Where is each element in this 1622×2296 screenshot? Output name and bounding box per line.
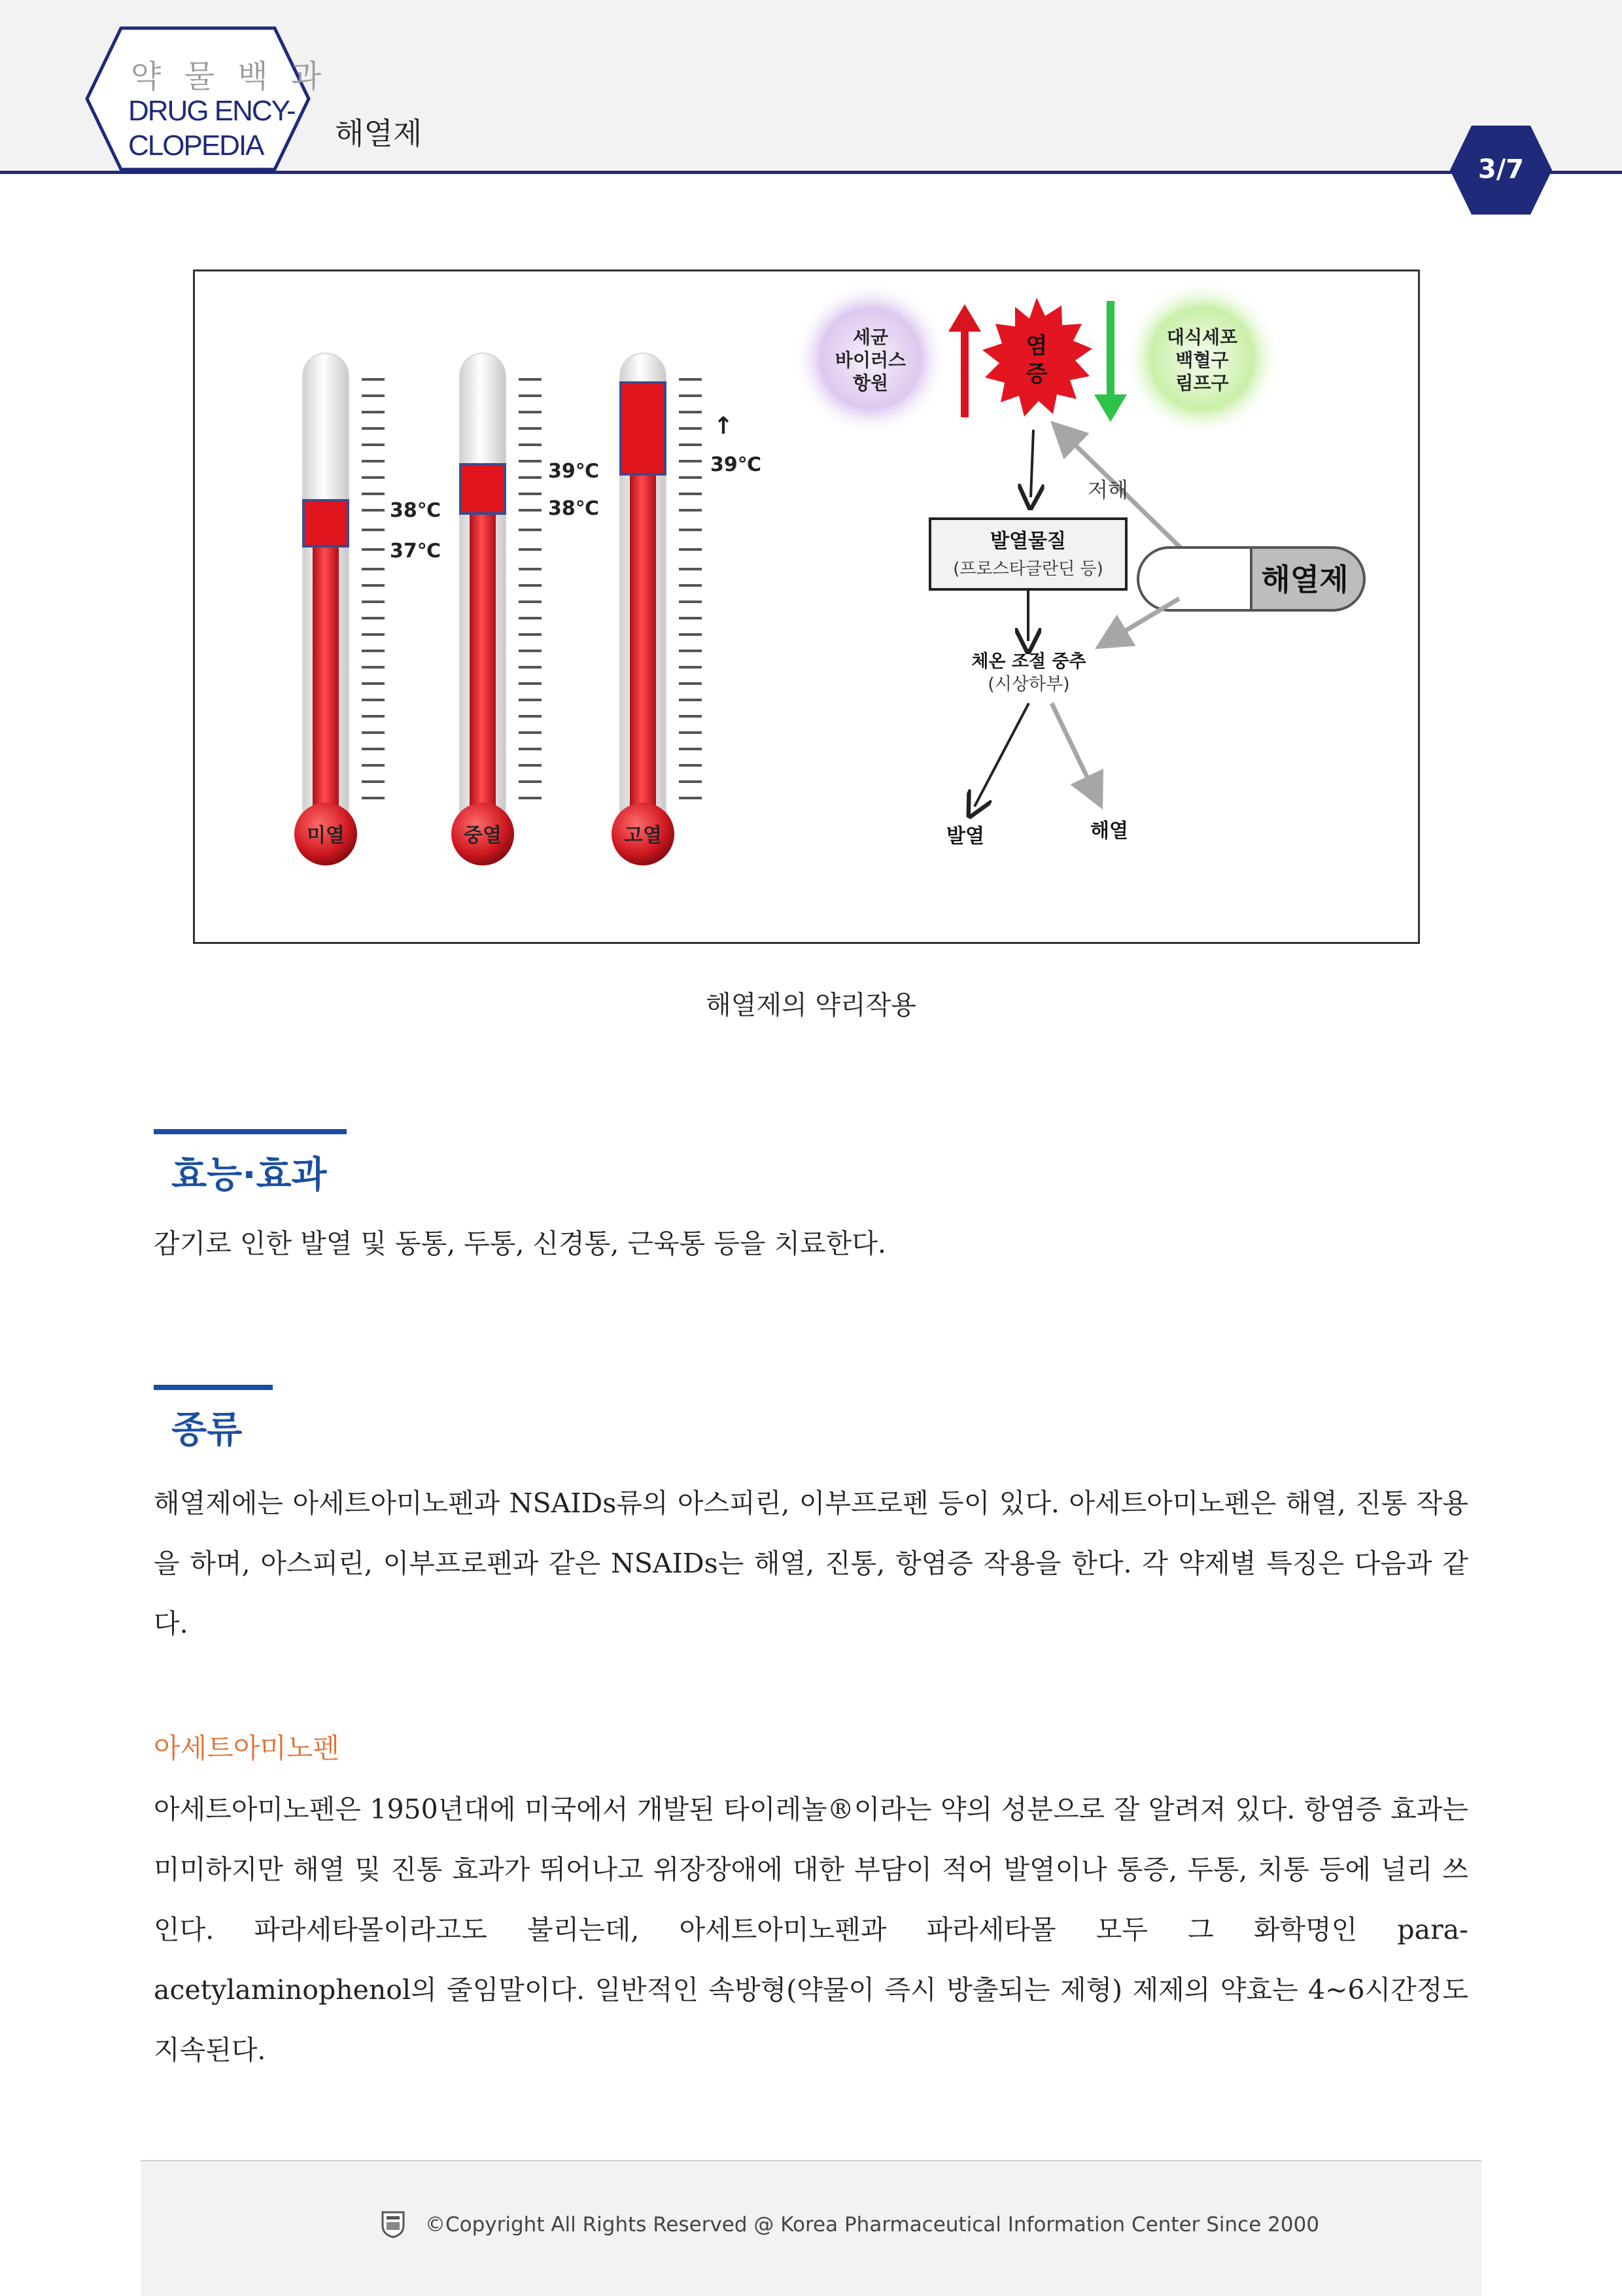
inhibit-label: 저해 — [1088, 478, 1128, 502]
fever-outcome: 발열 — [946, 825, 984, 848]
logo-english-line2: CLOPEDIA — [128, 130, 264, 162]
hypothalamus-label: (시상하부) — [988, 674, 1070, 695]
decrease-arrow — [1094, 301, 1127, 422]
acetaminophen-heading: 아세트아미노펜 — [154, 1732, 340, 1764]
thermometer-mark: ↑ — [713, 413, 734, 440]
immune-cell-bubble — [1124, 280, 1281, 437]
inflammation-burst — [982, 298, 1092, 417]
immune-cell-label: 백혈구 — [1175, 349, 1229, 371]
scale-ticks — [362, 379, 385, 798]
shield-icon — [381, 2210, 406, 2238]
inflammation-label: 염 — [1026, 333, 1048, 359]
acetaminophen-text: 아세트아미노펜은 1950년대에 미국에서 개발된 타이레놀®이라는 약의 성분으로 잘 알려져 있다. 항염증 효과는 미미하지만 해열 및 진통 효과가 뛰어나고 위장장애에 대한 부담이 적어 발열이나 통증, 두통, 치통 등에 널리 쓰인다. 파라세타몰이라고도 불리는데, 아세트아미노펜과 파라세타몰 모두 그 화학명인 para-acetylaminophenol의 줄임말이다. 일반적인 속방형(약물이 즉시 방출되는 제형) 제제의 약효는 4~6시간정도 지속된다. — [154, 1794, 1468, 2066]
thermometer-mark: 39℃ — [710, 453, 762, 476]
antipyretic-arrow — [1052, 703, 1099, 801]
fever-arrow — [975, 703, 1029, 807]
page-number: 3/7 — [1477, 154, 1525, 184]
figure-diagram — [195, 271, 1418, 942]
pyrogen-subtitle: (프로스타글란딘 등) — [953, 559, 1103, 579]
pathogen-label: 항원 — [852, 372, 889, 394]
thermometer-mark: 39℃ — [548, 460, 600, 483]
pyrogen-title: 발열물질 — [990, 530, 1066, 553]
scale-ticks — [679, 379, 702, 798]
types-heading: 종류 — [171, 1409, 243, 1452]
logo-english-line1: DRUG ENCY- — [128, 95, 295, 127]
pathogen-label: 바이러스 — [835, 349, 906, 371]
scale-ticks — [519, 379, 542, 798]
drug-action-arrow — [1103, 599, 1179, 644]
section-rule — [154, 1129, 347, 1134]
logo-korean-text: 약 물 백 과 — [131, 58, 328, 95]
increase-arrow — [948, 304, 981, 417]
thermometer-moderate-fever — [451, 353, 599, 865]
drug-label: 해열제 — [1261, 562, 1349, 597]
thermometer-mark: 38℃ — [390, 499, 441, 522]
thermometer-mark: 38℃ — [548, 497, 600, 520]
inflammation-label: 증 — [1026, 361, 1048, 387]
thermometer-label: 미열 — [307, 824, 345, 847]
figure-caption: 해열제의 약리작용 — [706, 990, 916, 1020]
immune-cell-label: 대식세포 — [1166, 326, 1238, 348]
antipyretic-outcome: 해열 — [1090, 820, 1128, 843]
flow-arrow — [1031, 430, 1033, 497]
types-text: 해열제에는 아세트아미노펜과 NSAIDs류의 아스피린, 이부프로펜 등이 있다. 아세트아미노펜은 해열, 진통 작용을 하며, 아스피린, 이부프로펜과 같은 NSAIDs는 해열, 진통, 항염증 작용을 한다. 각 약제별 특징은 다음과 같다. — [154, 1487, 1468, 1639]
pathogen-bubble — [793, 281, 948, 436]
immune-cell-label: 림프구 — [1175, 372, 1229, 394]
document-title: 해열제 — [335, 116, 423, 151]
thermometer-label: 중열 — [464, 824, 502, 847]
efficacy-text: 감기로 인한 발열 및 동통, 두통, 신경통, 근육통 등을 치료한다. — [154, 1228, 886, 1259]
thermometer-mark: 37℃ — [390, 540, 441, 563]
section-rule — [154, 1385, 273, 1390]
thermometer-label: 고열 — [624, 824, 662, 847]
pharmacology-figure — [193, 270, 1420, 944]
header-rule — [0, 171, 1622, 174]
efficacy-heading: 효능·효과 — [171, 1154, 327, 1196]
thermoregulation-center: 체온 조절 중추 — [971, 652, 1086, 672]
pathogen-label: 세균 — [852, 326, 889, 348]
copyright-text: ©Copyright All Rights Reserved @ Korea Pharmaceutical Information Center Since 2000 — [425, 2213, 1320, 2236]
pyrogen-box — [930, 519, 1126, 589]
thermometer-low-fever — [294, 353, 441, 865]
thermometer-high-fever — [612, 353, 761, 865]
